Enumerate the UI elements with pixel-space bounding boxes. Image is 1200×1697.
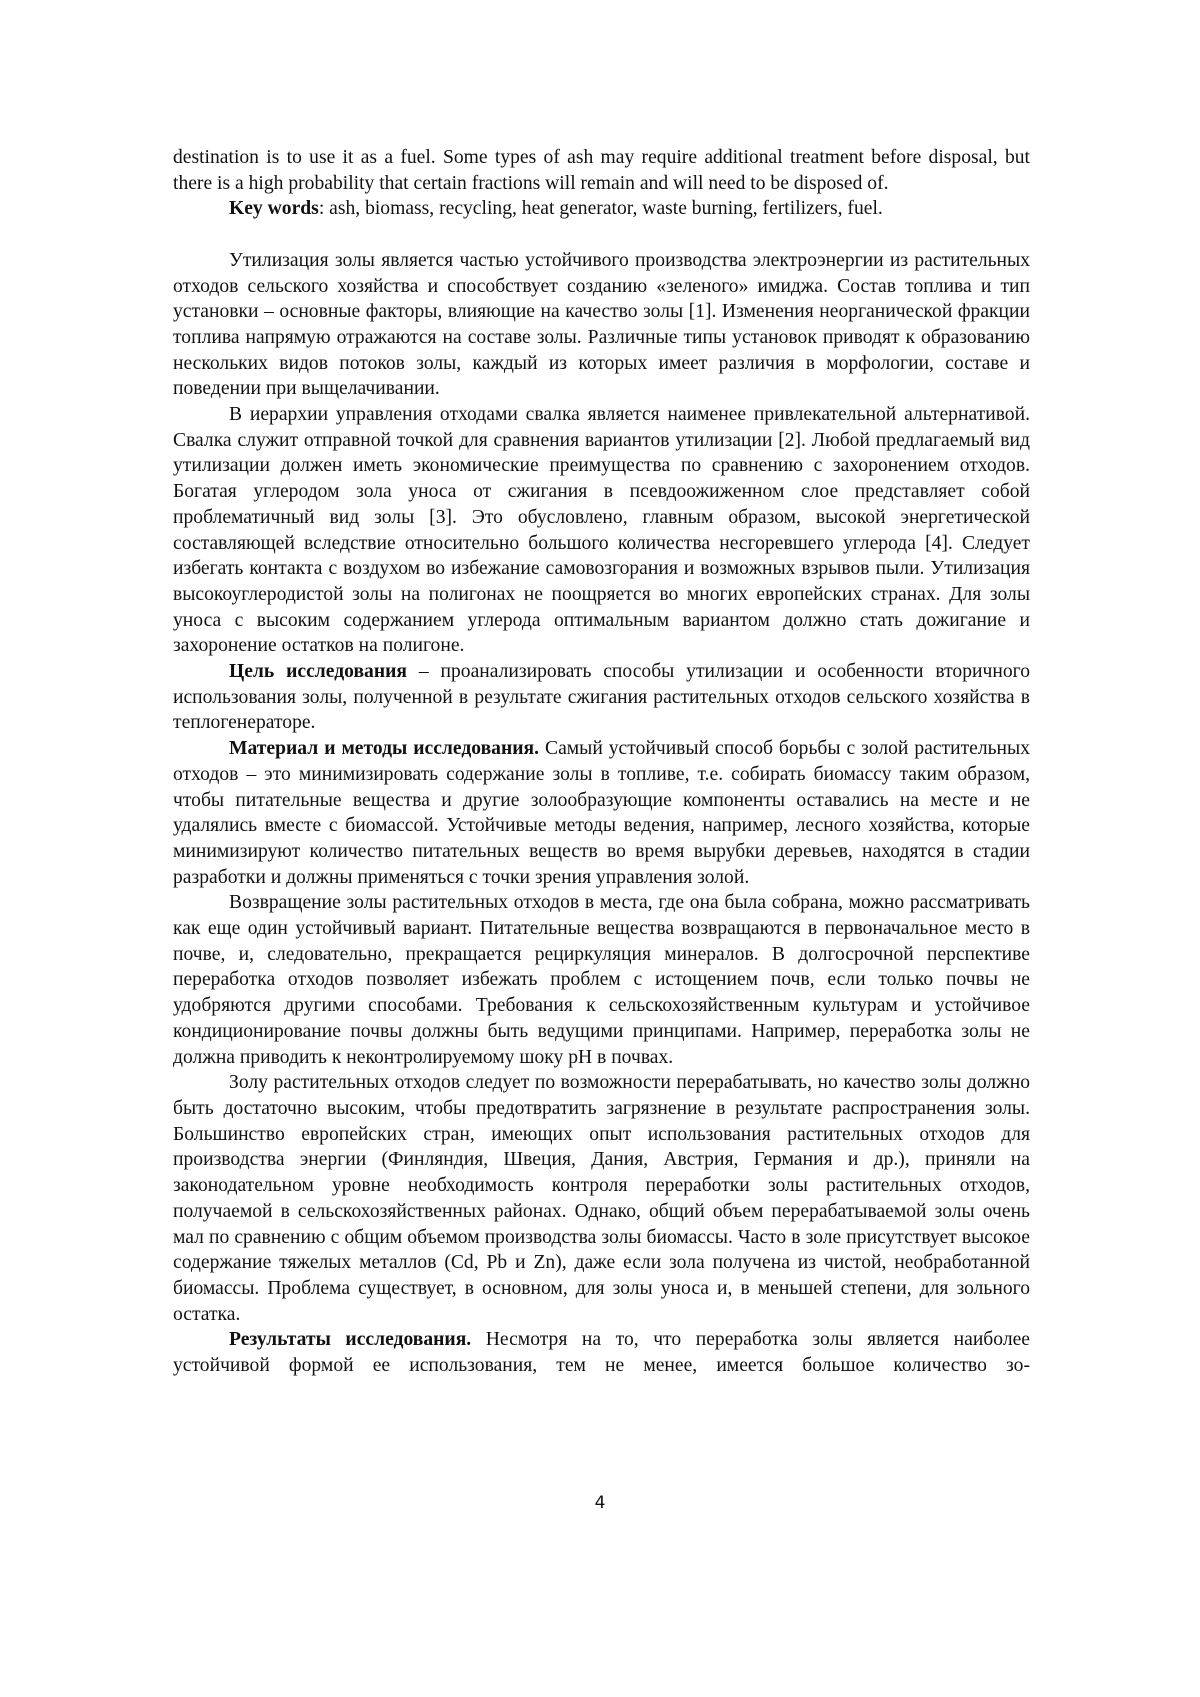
aim-label: Цель исследования [229,661,407,682]
aim-paragraph [173,659,1030,736]
landfill-paragraph: В иерархии управления отходами свалка является наименее привлекательной альтернативой. Свалка служит отправной точкой для сравнения вариантов утилизации [2]. Любой предлагаемый вид утилизации должен иметь экономические преимущества по сравнению с захоронением отходов. Богатая углеродом зола уноса от сжигания в псевдоожиженном слое представляет собой проблематичный вид золы [3]. Это обусловлено, главным образом, высокой энергетической составляющей вследствие относительно большого количества несгоревшего углерода [4]. Следует избегать контакта с воздухом во избежание самовозгорания и возможных взрывов пыли. Утилизация высокоуглеродистой золы на полигонах не поощряется во многих европейских странах. Для золы уноса с высоким содержанием углерода оптимальным вариантом должно стать дожигание и захоронение остатков на полигоне. [173,402,1030,659]
methods-label: Материал и методы исследования. [229,738,539,759]
keywords-text: : ash, biomass, recycling, heat generator, waste burning, fertilizers, fuel. [319,198,883,219]
abstract-tail: destination is to use it as a fuel. Some types of ash may require additional treatment before disposal, but there is a high probability that certain fractions will remain and will need to be disposed of. [173,145,1030,196]
keywords-label: Key words [229,198,319,219]
intro-paragraph: Утилизация золы является частью устойчивого производства электроэнергии из растительных отходов сельского хозяйства и способствует созданию «зеленого» имиджа. Состав топлива и тип установки – основные факторы, влияющие на качество золы [1]. Изменения неорганической фракции топлива напрямую отражаются на составе золы. Различные типы установок приводят к образованию нескольких видов потоков золы, каждый из которых имеет различия в морфологии, составе и поведении при выщелачивании. [173,248,1030,402]
methods-paragraph [173,736,1030,890]
keywords-line [173,196,1030,222]
ash-recycling-paragraph: Золу растительных отходов следует по возможности перерабатывать, но качество золы должно быть достаточно высоким, чтобы предотвратить загрязнение в результате распространения золы. Большинство европейских стран, имеющих опыт использования растительных отходов для производства энергии (Финляндия, Швеция, Дания, Австрия, Германия и др.), приняли на законодательном уровне необходимость контроля переработки золы растительных отходов, получаемой в сельскохозяйственных районах. Однако, общий объем перерабатываемой золы очень мал по сравнению с общим объемом производства золы биомассы. Часто в золе присутствует высокое содержание тяжелых металлов (Cd, Pb и Zn), даже если зола получена из чистой, необработанной биомассы. Проблема существует, в основном, для золы уноса и, в меньшей степени, для зольного остатка. [173,1070,1030,1327]
results-text: Несмотря на то, что переработка золы является наиболее устойчивой формой ее использования, тем не менее, имеется большое количество зо- [173,1329,1030,1376]
methods-text: Самый устойчивый способ борьбы с золой растительных отходов – это минимизировать содержание золы в топливе, т.е. собирать биомассу таким образом, чтобы питательные вещества и другие золообразующие компоненты оставались на месте и не удалялись вместе с биомассой. Устойчивые методы ведения, например, лесного хозяйства, которые минимизируют количество питательных веществ во время вырубки деревьев, находятся в стадии разработки и должны применяться с точки зрения управления золой. [173,738,1030,888]
ash-return-paragraph: Возвращение золы растительных отходов в места, где она была собрана, можно рассматривать как еще один устойчивый вариант. Питательные вещества возвращаются в первоначальное место в почве, и, следовательно, прекращается рециркуляция минералов. В долгосрочной перспективе переработка отходов позволяет избежать проблем с истощением почв, если только почвы не удобряются другими способами. Требования к сельскохозяйственным культурам и устойчивое кондиционирование почвы должны быть ведущими принципами. Например, переработка золы не должна приводить к неконтролируемому шоку pH в почвах. [173,890,1030,1070]
aim-text: – проанализировать способы утилизации и особенности вторичного использования золы, полученной в результате сжигания растительных отходов сельского хозяйства в теплогенераторе. [173,661,1030,733]
page-number: 4 [0,1493,1200,1513]
results-label: Результаты исследования. [229,1329,471,1350]
document-body [173,145,1030,1379]
results-paragraph [173,1327,1030,1378]
